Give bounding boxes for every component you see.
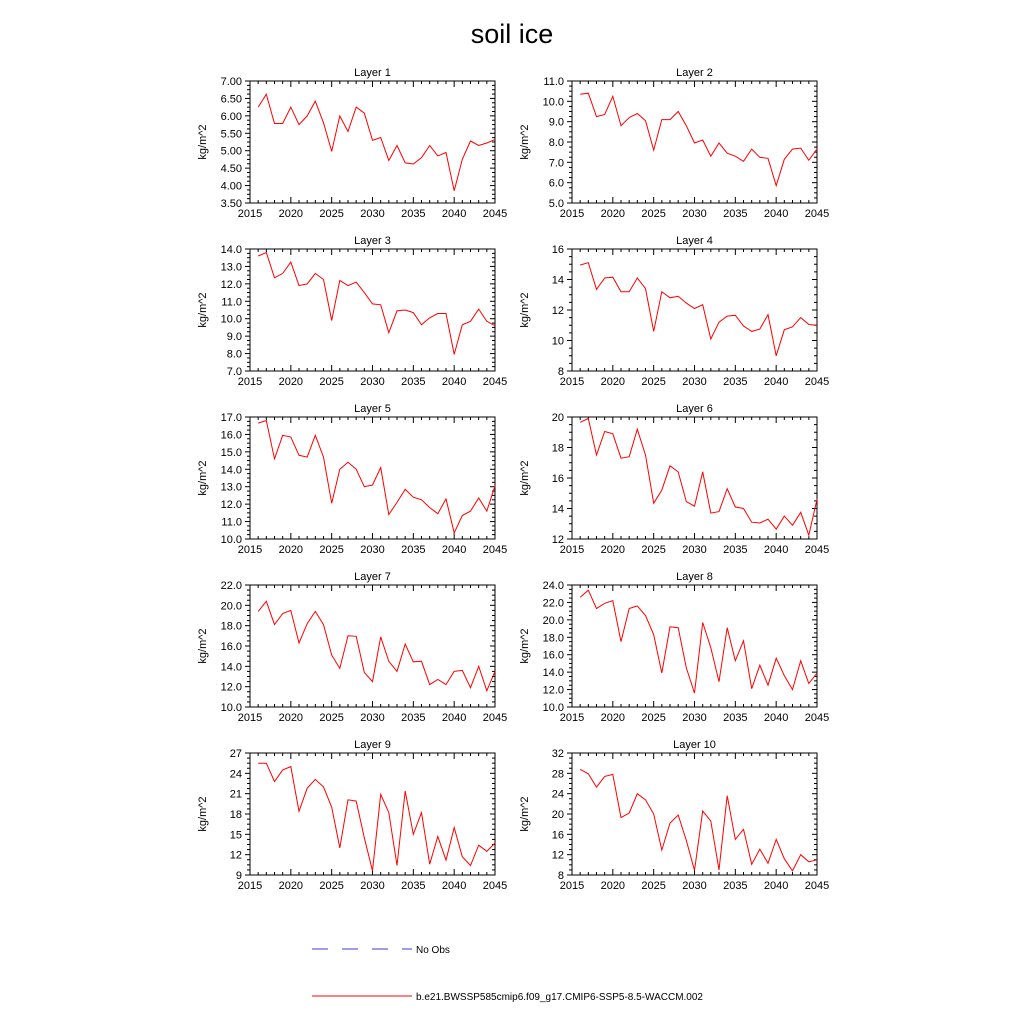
y-tick-label: 12.0	[220, 681, 242, 694]
x-tick-label: 2020	[278, 880, 304, 892]
y-tick-label: 16	[551, 829, 564, 842]
x-tick-label: 2025	[319, 544, 344, 556]
y-tick-label: 14.0	[220, 464, 242, 477]
y-tick-label: 12.0	[220, 278, 242, 291]
x-tick-label: 2030	[360, 544, 385, 556]
x-tick-label: 2040	[441, 712, 467, 724]
series-line-1	[580, 590, 817, 693]
y-tick-label: 10.0	[220, 313, 242, 326]
x-tick-label: 2040	[441, 376, 467, 388]
y-tick-label: 12	[551, 849, 564, 862]
plot-frame	[572, 417, 817, 539]
y-tick-label: 7.0	[226, 366, 242, 378]
y-axis-label: kg/m^2	[519, 292, 531, 328]
y-tick-label: 20	[551, 809, 564, 821]
y-tick-label: 3.50	[220, 198, 242, 210]
panels	[197, 67, 829, 892]
x-tick-label: 2030	[682, 880, 707, 892]
y-axis-label: kg/m^2	[197, 124, 209, 160]
legend	[312, 945, 703, 1003]
x-tick-label: 2045	[804, 880, 830, 892]
panel-title: Layer 10	[673, 739, 716, 751]
y-tick-label: 9.0	[548, 116, 564, 129]
x-tick-label: 2020	[600, 880, 626, 892]
legend-label-no-obs: No Obs	[416, 945, 450, 956]
x-tick-label: 2040	[763, 544, 789, 556]
y-tick-label: 8	[557, 870, 564, 882]
y-axis-label: kg/m^2	[197, 628, 209, 664]
x-tick-label: 2025	[319, 880, 344, 892]
y-axis-label: kg/m^2	[197, 796, 209, 832]
y-tick-label: 6.0	[548, 177, 564, 190]
y-tick-label: 17.0	[220, 412, 242, 424]
y-tick-label: 20.0	[220, 600, 242, 613]
y-tick-label: 14	[551, 274, 564, 287]
x-tick-label: 2015	[559, 376, 585, 388]
x-tick-label: 2040	[763, 208, 789, 220]
y-tick-label: 8	[557, 366, 564, 378]
x-tick-label: 2035	[723, 880, 748, 892]
y-tick-label: 32	[551, 748, 564, 760]
x-tick-label: 2035	[401, 544, 426, 556]
x-tick-label: 2015	[237, 544, 263, 556]
y-tick-label: 9.0	[226, 331, 242, 344]
x-tick-label: 2040	[441, 544, 467, 556]
y-tick-label: 13.0	[220, 481, 242, 494]
y-tick-label: 9	[235, 870, 242, 882]
y-tick-label: 10.0	[542, 702, 564, 714]
series-line-1	[580, 93, 817, 186]
y-tick-label: 8.0	[226, 348, 242, 361]
x-tick-label: 2040	[763, 712, 789, 724]
y-tick-label: 16.0	[542, 649, 564, 662]
x-tick-label: 2025	[319, 712, 344, 724]
x-tick-label: 2045	[482, 712, 508, 724]
x-tick-label: 2015	[559, 544, 585, 556]
x-tick-label: 2030	[682, 544, 707, 556]
x-tick-label: 2020	[278, 544, 304, 556]
y-axis-label: kg/m^2	[519, 628, 531, 664]
y-tick-label: 22.0	[542, 597, 564, 610]
y-tick-label: 5.0	[548, 198, 564, 210]
x-tick-label: 2020	[600, 208, 626, 220]
y-tick-label: 21	[229, 788, 242, 801]
x-tick-label: 2015	[237, 376, 263, 388]
y-tick-label: 15	[229, 829, 242, 842]
y-tick-label: 16.0	[220, 641, 242, 653]
y-tick-label: 18	[551, 442, 564, 455]
y-tick-label: 12	[551, 534, 564, 546]
y-tick-label: 7.0	[548, 157, 564, 170]
y-tick-label: 18.0	[220, 620, 242, 633]
y-tick-label: 10.0	[542, 96, 564, 109]
x-tick-label: 2015	[237, 712, 263, 724]
series-line-1	[580, 263, 817, 356]
plot-frame	[572, 753, 817, 875]
series-line-1	[258, 763, 495, 871]
y-tick-label: 16.0	[220, 429, 242, 442]
figure-title: soil ice	[470, 19, 554, 49]
x-tick-label: 2030	[682, 376, 707, 388]
y-tick-label: 24.0	[542, 580, 564, 592]
plot-frame	[250, 417, 495, 539]
y-tick-label: 12	[551, 305, 564, 317]
series-line-1	[258, 253, 495, 355]
y-tick-label: 6.50	[220, 93, 242, 106]
x-tick-label: 2030	[360, 208, 385, 220]
y-axis-label: kg/m^2	[197, 292, 209, 328]
panel-title: Layer 9	[354, 739, 391, 751]
x-tick-label: 2035	[723, 712, 748, 724]
panel-title: Layer 7	[354, 571, 391, 583]
x-tick-label: 2045	[804, 208, 830, 220]
y-tick-label: 5.00	[220, 145, 242, 158]
series-line-1	[258, 94, 495, 191]
y-tick-label: 15.0	[220, 446, 242, 459]
y-tick-label: 20	[551, 412, 564, 424]
x-tick-label: 2030	[360, 712, 385, 724]
x-tick-label: 2040	[763, 376, 789, 388]
plot-frame	[250, 81, 495, 203]
y-axis-label: kg/m^2	[197, 460, 209, 496]
x-tick-label: 2045	[804, 376, 830, 388]
x-tick-label: 2045	[804, 712, 830, 724]
panel-layer-2	[519, 67, 829, 220]
panel-title: Layer 5	[354, 403, 391, 415]
panel-title: Layer 1	[354, 67, 391, 79]
x-tick-label: 2015	[559, 208, 585, 220]
x-tick-label: 2020	[600, 712, 626, 724]
panel-title: Layer 2	[676, 67, 713, 79]
plot-frame	[572, 249, 817, 371]
series-line-1	[580, 769, 817, 871]
x-tick-label: 2035	[723, 544, 748, 556]
panel-layer-4	[519, 235, 829, 388]
plot-frame	[572, 585, 817, 707]
panel-layer-10	[519, 739, 829, 892]
x-tick-label: 2020	[600, 544, 626, 556]
y-tick-label: 11.0	[543, 76, 564, 88]
y-tick-label: 24	[229, 768, 242, 781]
y-axis-label: kg/m^2	[519, 124, 531, 160]
y-tick-label: 4.00	[220, 180, 242, 193]
x-tick-label: 2045	[482, 376, 508, 388]
y-axis-label: kg/m^2	[519, 460, 531, 496]
x-tick-label: 2035	[401, 376, 426, 388]
panel-layer-3	[197, 235, 507, 388]
legend-label-model: b.e21.BWSSP585cmip6.f09_g17.CMIP6-SSP5-8.5-WACCM.002	[416, 992, 703, 1003]
y-tick-label: 24	[551, 788, 564, 801]
x-tick-label: 2025	[641, 544, 666, 556]
panel-layer-6	[519, 403, 829, 556]
x-tick-label: 2040	[441, 880, 467, 892]
x-tick-label: 2045	[482, 544, 508, 556]
y-tick-label: 7.00	[220, 76, 242, 88]
y-tick-label: 28	[551, 768, 564, 781]
y-axis-label: kg/m^2	[519, 796, 531, 832]
x-tick-label: 2035	[723, 376, 748, 388]
panel-title: Layer 4	[676, 235, 713, 247]
panel-layer-5	[197, 403, 507, 556]
y-tick-label: 13.0	[220, 261, 242, 274]
x-tick-label: 2025	[319, 208, 344, 220]
y-tick-label: 10.0	[220, 702, 242, 714]
series-line-1	[258, 421, 495, 533]
x-tick-label: 2035	[401, 880, 426, 892]
x-tick-label: 2030	[360, 880, 385, 892]
x-tick-label: 2030	[682, 712, 707, 724]
x-tick-label: 2040	[763, 880, 789, 892]
x-tick-label: 2030	[682, 208, 707, 220]
x-tick-label: 2025	[641, 208, 666, 220]
y-tick-label: 11.0	[221, 296, 242, 309]
x-tick-label: 2020	[278, 376, 304, 388]
y-tick-label: 11.0	[221, 516, 242, 529]
x-tick-label: 2045	[804, 544, 830, 556]
y-tick-label: 14	[551, 503, 564, 516]
series-line-1	[580, 419, 817, 536]
series-line-1	[258, 601, 495, 690]
x-tick-label: 2020	[278, 712, 304, 724]
y-tick-label: 4.50	[220, 163, 242, 176]
y-tick-label: 22.0	[220, 580, 242, 592]
panel-layer-8	[519, 571, 829, 724]
y-tick-label: 12.0	[542, 684, 564, 697]
y-tick-label: 12.0	[220, 499, 242, 512]
plot-frame	[250, 585, 495, 707]
x-tick-label: 2020	[600, 376, 626, 388]
x-tick-label: 2035	[723, 208, 748, 220]
x-tick-label: 2035	[401, 712, 426, 724]
x-tick-label: 2035	[401, 208, 426, 220]
y-tick-label: 16	[551, 244, 564, 256]
panel-layer-9	[197, 739, 507, 892]
x-tick-label: 2015	[559, 880, 585, 892]
x-tick-label: 2015	[559, 712, 585, 724]
y-tick-label: 14.0	[542, 667, 564, 680]
x-tick-label: 2030	[360, 376, 385, 388]
x-tick-label: 2025	[641, 712, 666, 724]
y-tick-label: 18.0	[542, 632, 564, 645]
x-tick-label: 2015	[237, 880, 263, 892]
x-tick-label: 2045	[482, 880, 508, 892]
x-tick-label: 2020	[278, 208, 304, 220]
y-tick-label: 5.50	[220, 128, 242, 141]
y-tick-label: 8.0	[548, 137, 564, 149]
plot-frame	[250, 753, 495, 875]
x-tick-label: 2025	[641, 880, 666, 892]
y-tick-label: 16	[551, 473, 564, 485]
x-tick-label: 2045	[482, 208, 508, 220]
x-tick-label: 2040	[441, 208, 467, 220]
x-tick-label: 2015	[237, 208, 263, 220]
y-tick-label: 10.0	[220, 534, 242, 546]
x-tick-label: 2025	[641, 376, 666, 388]
panel-title: Layer 8	[676, 571, 713, 583]
panel-layer-7	[197, 571, 507, 724]
panel-title: Layer 6	[676, 403, 713, 415]
y-tick-label: 6.00	[220, 110, 242, 123]
x-tick-label: 2025	[319, 376, 344, 388]
panel-title: Layer 3	[354, 235, 391, 247]
y-tick-label: 18	[229, 809, 242, 821]
y-tick-label: 14.0	[220, 244, 242, 256]
y-tick-label: 20.0	[542, 614, 564, 627]
y-tick-label: 12	[229, 849, 242, 862]
y-tick-label: 10	[551, 335, 564, 348]
y-tick-label: 14.0	[220, 661, 242, 674]
panel-layer-1	[197, 67, 507, 220]
y-tick-label: 27	[229, 748, 242, 760]
